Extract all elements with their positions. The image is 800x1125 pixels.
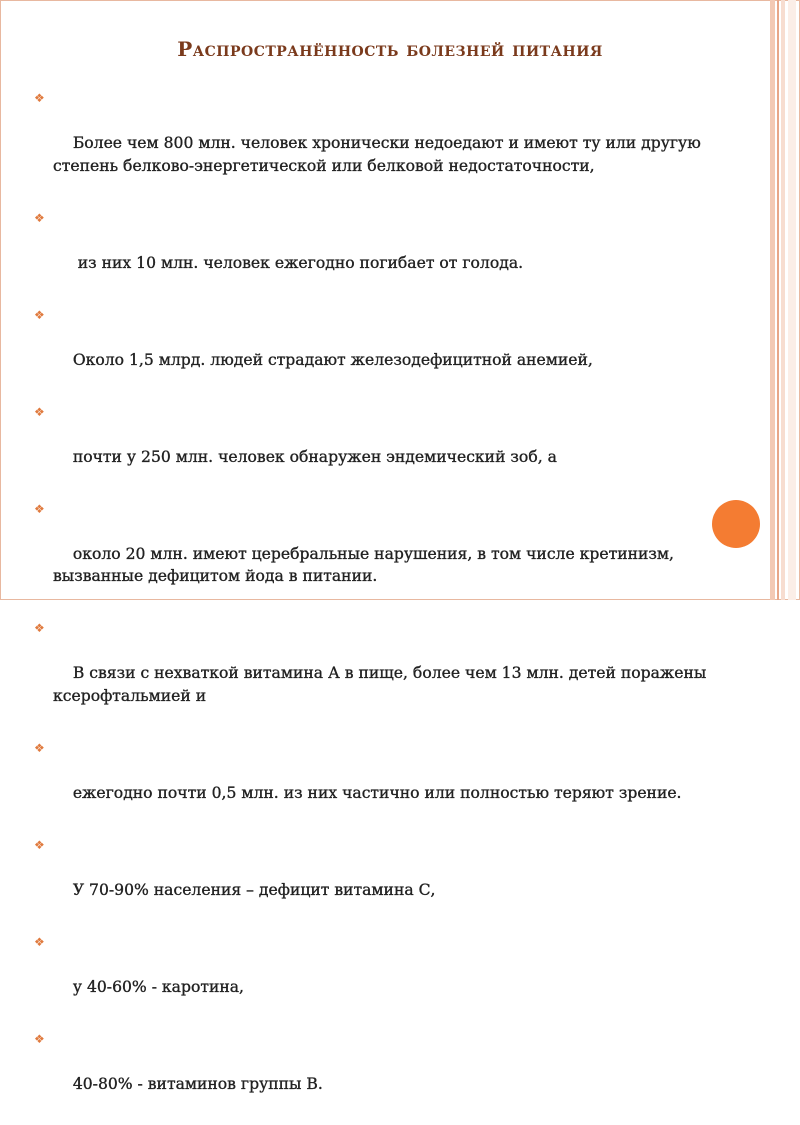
list-item-text: Около 1,5 млрд. людей страдают железодефицитной анемией,: [72, 350, 593, 369]
diamond-bullet-icon: ❖: [34, 934, 45, 949]
diamond-bullet-icon: ❖: [34, 307, 45, 322]
list-item-text: ежегодно почти 0,5 млн. из них частично или полностью теряют зрение.: [72, 783, 682, 802]
list-item: [34, 207, 734, 297]
list-item: [34, 87, 734, 200]
diamond-bullet-icon: ❖: [34, 404, 45, 419]
list-item: [34, 498, 734, 611]
list-item: [34, 931, 734, 1021]
list-item: [34, 304, 734, 394]
list-item-text: 40-80% - витаминов группы В.: [72, 1074, 323, 1093]
diamond-bullet-icon: ❖: [34, 621, 45, 635]
decorative-stripe: [788, 0, 796, 600]
bullet-list: [34, 87, 734, 1125]
diamond-bullet-icon: ❖: [34, 501, 45, 516]
decorative-stripe: [781, 0, 785, 600]
list-item-text: у 40-60% - каротина,: [72, 977, 244, 996]
decorative-stripe: [777, 0, 779, 600]
decorative-stripe: [770, 0, 775, 600]
list-item: [34, 1028, 734, 1118]
list-item: [34, 834, 734, 924]
diamond-bullet-icon: ❖: [34, 740, 45, 755]
list-item-text: почти у 250 млн. человек обнаружен эндемический зоб, а: [72, 447, 557, 466]
list-item-text: В связи с нехваткой витамина А в пище, более чем 13 млн. детей поражены ксерофтальмией и: [53, 664, 712, 705]
diamond-bullet-icon: ❖: [34, 210, 45, 225]
list-item: [34, 401, 734, 491]
list-item: [34, 617, 734, 730]
diamond-bullet-icon: ❖: [34, 1031, 45, 1046]
list-item: [34, 737, 734, 827]
list-item-text: из них 10 млн. человек ежегодно погибает от голода.: [72, 253, 524, 272]
slide-title: Распространённость болезней питания: [177, 37, 603, 61]
decorative-circle: [712, 500, 760, 548]
diamond-bullet-icon: ❖: [34, 91, 45, 105]
list-item-text: У 70-90% населения – дефицит витамина С,: [72, 880, 436, 899]
diamond-bullet-icon: ❖: [34, 837, 45, 852]
list-item-text: Более чем 800 млн. человек хронически недоедают и имеют ту или другую степень белково-энергетической или белковой недостаточности,: [53, 134, 706, 175]
list-item-text: около 20 млн. имеют церебральные нарушения, в том числе кретинизм, вызванные дефицитом йода в питании.: [53, 544, 679, 585]
